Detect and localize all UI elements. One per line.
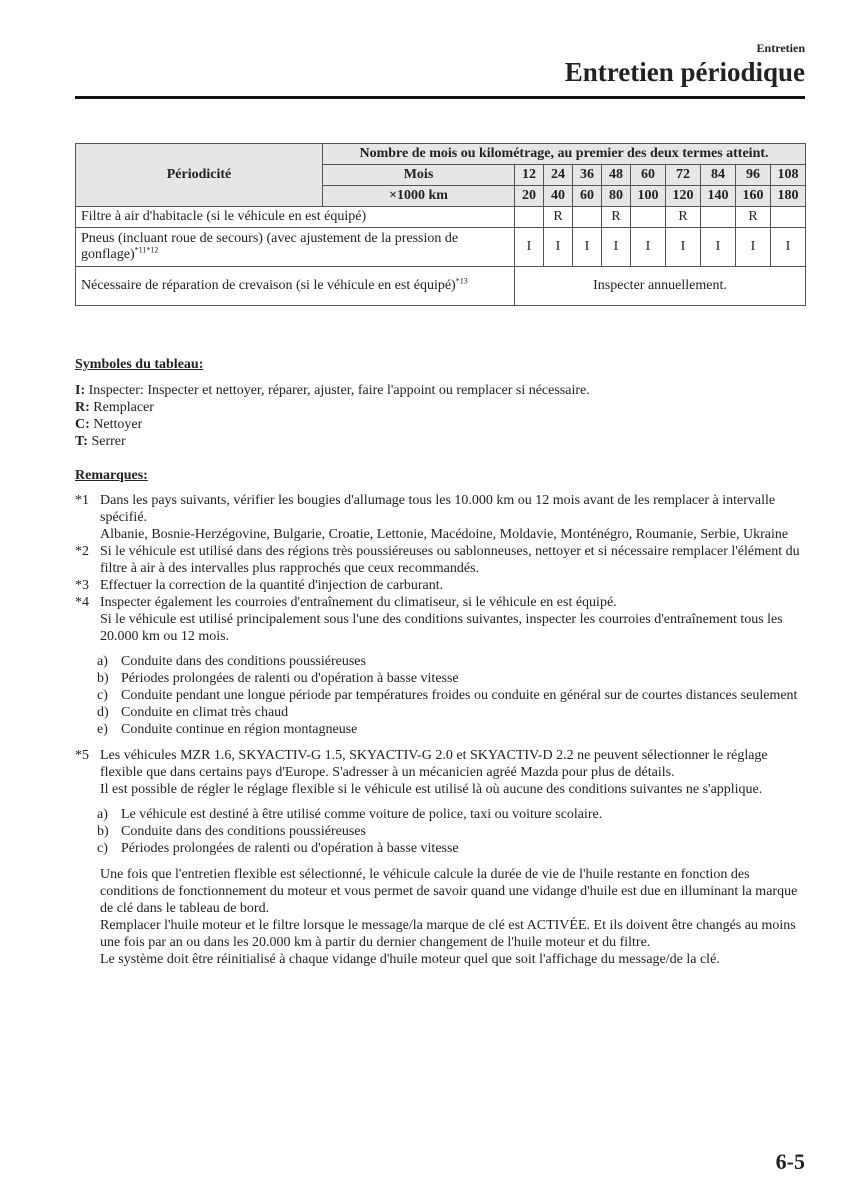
symbol-key: R:	[75, 400, 90, 415]
symbols-heading: Symboles du tableau:	[75, 357, 204, 372]
remark-mark: *5	[75, 748, 89, 763]
remark-item	[75, 577, 810, 594]
table-cell: R	[666, 207, 701, 228]
remark-countries: Albanie, Bosnie-Herzégovine, Bulgarie, Croatie, Lettonie, Macédoine, Moldavie, Monténégro, Roumanie, Serbie, Ukraine	[100, 527, 789, 542]
km-cell: 180	[771, 186, 806, 207]
condition-mark: a)	[97, 654, 108, 669]
table-cell	[701, 207, 736, 228]
remark-text: Il est possible de régler le réglage flexible si le véhicule est utilisé là où aucune des conditions suivantes ne s'applique.	[100, 782, 763, 797]
table-cell: I	[736, 228, 771, 267]
table-row	[76, 267, 806, 306]
condition-text: Périodes prolongées de ralenti ou d'opération à basse vitesse	[121, 841, 459, 856]
symbol-text: Nettoyer	[89, 417, 143, 432]
paragraph: Le système doit être réinitialisé à chaque vidange d'huile moteur quel que soit l'affichage du message/de la clé.	[100, 952, 720, 967]
table-cell: I	[701, 228, 736, 267]
condition-mark: e)	[97, 722, 108, 737]
symbol-text: Serrer	[87, 434, 126, 449]
remark-item	[75, 747, 810, 798]
mois-cell: 84	[701, 165, 736, 186]
condition-mark: c)	[97, 841, 108, 856]
span-header: Nombre de mois ou kilométrage, au premier des deux termes atteint.	[323, 144, 806, 165]
table-cell: I	[771, 228, 806, 267]
condition-text: Le véhicule est destiné à être utilisé comme voiture de police, taxi ou voiture scolaire.	[121, 807, 603, 822]
condition-item	[75, 721, 810, 738]
remark-mark: *4	[75, 595, 89, 610]
km-cell: 20	[515, 186, 544, 207]
km-cell: 60	[573, 186, 602, 207]
remark-text: Inspecter également les courroies d'entraînement du climatiseur, si le véhicule en est équipé.	[100, 595, 617, 610]
symbol-text: Remplacer	[89, 400, 154, 415]
table-cell: I	[602, 228, 631, 267]
periodicite-header: Périodicité	[76, 144, 323, 207]
remark-item	[75, 594, 810, 645]
remark-text: Effectuer la correction de la quantité d'injection de carburant.	[100, 578, 444, 593]
remark-item	[75, 543, 810, 577]
table-cell: I	[544, 228, 573, 267]
remark-mark: *3	[75, 578, 89, 593]
condition-text: Conduite dans des conditions poussiéreuses	[121, 824, 366, 839]
page-number: 6-5	[775, 1149, 805, 1174]
remarks-heading: Remarques:	[75, 468, 148, 483]
symbol-key: C:	[75, 417, 90, 432]
mois-cell: 96	[736, 165, 771, 186]
section-label: Entretien	[756, 41, 805, 55]
table-header-row	[76, 144, 806, 165]
paragraph: Remplacer l'huile moteur et le filtre lorsque le message/la marque de clé est ACTIVÉE. Et ils doivent être changés au moins une fois par an ou dans les 20.000 km à partir du dernier changement de l'huile moteur et du filtre.	[100, 918, 796, 950]
table-cell: I	[515, 228, 544, 267]
maintenance-table	[75, 143, 806, 306]
condition-item	[75, 653, 810, 670]
table-cell: I	[631, 228, 666, 267]
km-cell: 160	[736, 186, 771, 207]
table-cell: R	[736, 207, 771, 228]
condition-text: Conduite pendant une longue période par températures froides ou conduite en général sur de courtes distances seulement	[121, 688, 798, 703]
condition-item	[75, 670, 810, 687]
table-cell	[573, 207, 602, 228]
condition-mark: b)	[97, 824, 109, 839]
remark-item	[75, 492, 810, 543]
mois-cell: 12	[515, 165, 544, 186]
footnote-ref: *11*12	[134, 245, 159, 255]
table-cell: R	[544, 207, 573, 228]
mois-cell: 72	[666, 165, 701, 186]
symbol-text: Inspecter: Inspecter et nettoyer, réparer, ajuster, faire l'appoint ou remplacer si nécessaire.	[85, 383, 590, 398]
page-title: Entretien périodique	[564, 57, 805, 87]
symbol-item	[75, 416, 810, 433]
symbol-key: I:	[75, 383, 86, 398]
symbol-key: T:	[75, 434, 88, 449]
row-label-text: Nécessaire de réparation de crevaison (si le véhicule en est équipé)	[81, 278, 456, 293]
mois-cell: 60	[631, 165, 666, 186]
annual-inspection-cell: Inspecter annuellement.	[515, 267, 806, 306]
km-cell: 140	[701, 186, 736, 207]
table-cell: I	[573, 228, 602, 267]
table-cell	[515, 207, 544, 228]
km-cell: 100	[631, 186, 666, 207]
condition-mark: c)	[97, 688, 108, 703]
table-row	[76, 207, 806, 228]
condition-item	[75, 806, 810, 823]
condition-text: Périodes prolongées de ralenti ou d'opération à basse vitesse	[121, 671, 459, 686]
remark-text: Dans les pays suivants, vérifier les bougies d'allumage tous les 10.000 km ou 12 mois avant de les remplacer à intervalle spécifié.	[100, 493, 776, 525]
row-label: Filtre à air d'habitacle (si le véhicule en est équipé)	[76, 207, 515, 228]
symbol-item	[75, 382, 810, 399]
remark-mark: *1	[75, 493, 89, 508]
condition-mark: d)	[97, 705, 109, 720]
table-cell	[631, 207, 666, 228]
mois-cell: 24	[544, 165, 573, 186]
condition-item	[75, 687, 810, 704]
remark-text: Si le véhicule est utilisé dans des régions très poussiéreuses ou sablonneuses, nettoyer et si nécessaire remplacer l'élément du filtre à air à des intervalles plus rapprochés que ceux recommandés.	[100, 544, 800, 576]
row-label	[76, 228, 515, 267]
condition-item	[75, 823, 810, 840]
remark-mark: *2	[75, 544, 89, 559]
condition-mark: a)	[97, 807, 108, 822]
table-cell: I	[666, 228, 701, 267]
condition-item	[75, 840, 810, 857]
table-row	[76, 228, 806, 267]
symbol-item	[75, 433, 810, 450]
mois-cell: 48	[602, 165, 631, 186]
condition-text: Conduite en climat très chaud	[121, 705, 289, 720]
km-cell: 40	[544, 186, 573, 207]
km-cell: 80	[602, 186, 631, 207]
condition-text: Conduite dans des conditions poussiéreuses	[121, 654, 366, 669]
row-label-text: Pneus (incluant roue de secours) (avec ajustement de la pression de gonflage)	[81, 231, 459, 262]
paragraph: Une fois que l'entretien flexible est sélectionné, le véhicule calcule la durée de vie de l'huile restante en fonction des conditions de fonctionnement du moteur et vous permet de savoir quand une vidange d'huile est due en illuminant la marque de clé dans le tableau de bord.	[100, 867, 798, 916]
symbol-item	[75, 399, 810, 416]
condition-item	[75, 704, 810, 721]
remark-text: Les véhicules MZR 1.6, SKYACTIV-G 1.5, SKYACTIV-G 2.0 et SKYACTIV-D 2.2 ne peuvent sélectionner le réglage flexible que dans certains pays d'Europe. S'adresser à un mécanicien agréé Mazda pour plus de détails.	[100, 748, 768, 780]
flexible-maintenance-text	[75, 866, 810, 968]
footnote-ref: *13	[455, 276, 468, 286]
km-cell: 120	[666, 186, 701, 207]
mois-cell: 108	[771, 165, 806, 186]
row-label	[76, 267, 515, 306]
notes-section	[75, 356, 810, 968]
condition-text: Conduite continue en région montagneuse	[121, 722, 358, 737]
remark-text: Si le véhicule est utilisé principalement sous l'une des conditions suivantes, inspecter les courroies d'entraînement tous les 20.000 km ou 12 mois.	[100, 612, 783, 644]
mois-cell: 36	[573, 165, 602, 186]
condition-mark: b)	[97, 671, 109, 686]
km-label: ×1000 km	[323, 186, 515, 207]
table-cell	[771, 207, 806, 228]
mois-label: Mois	[323, 165, 515, 186]
title-rule	[75, 96, 805, 99]
table-cell: R	[602, 207, 631, 228]
